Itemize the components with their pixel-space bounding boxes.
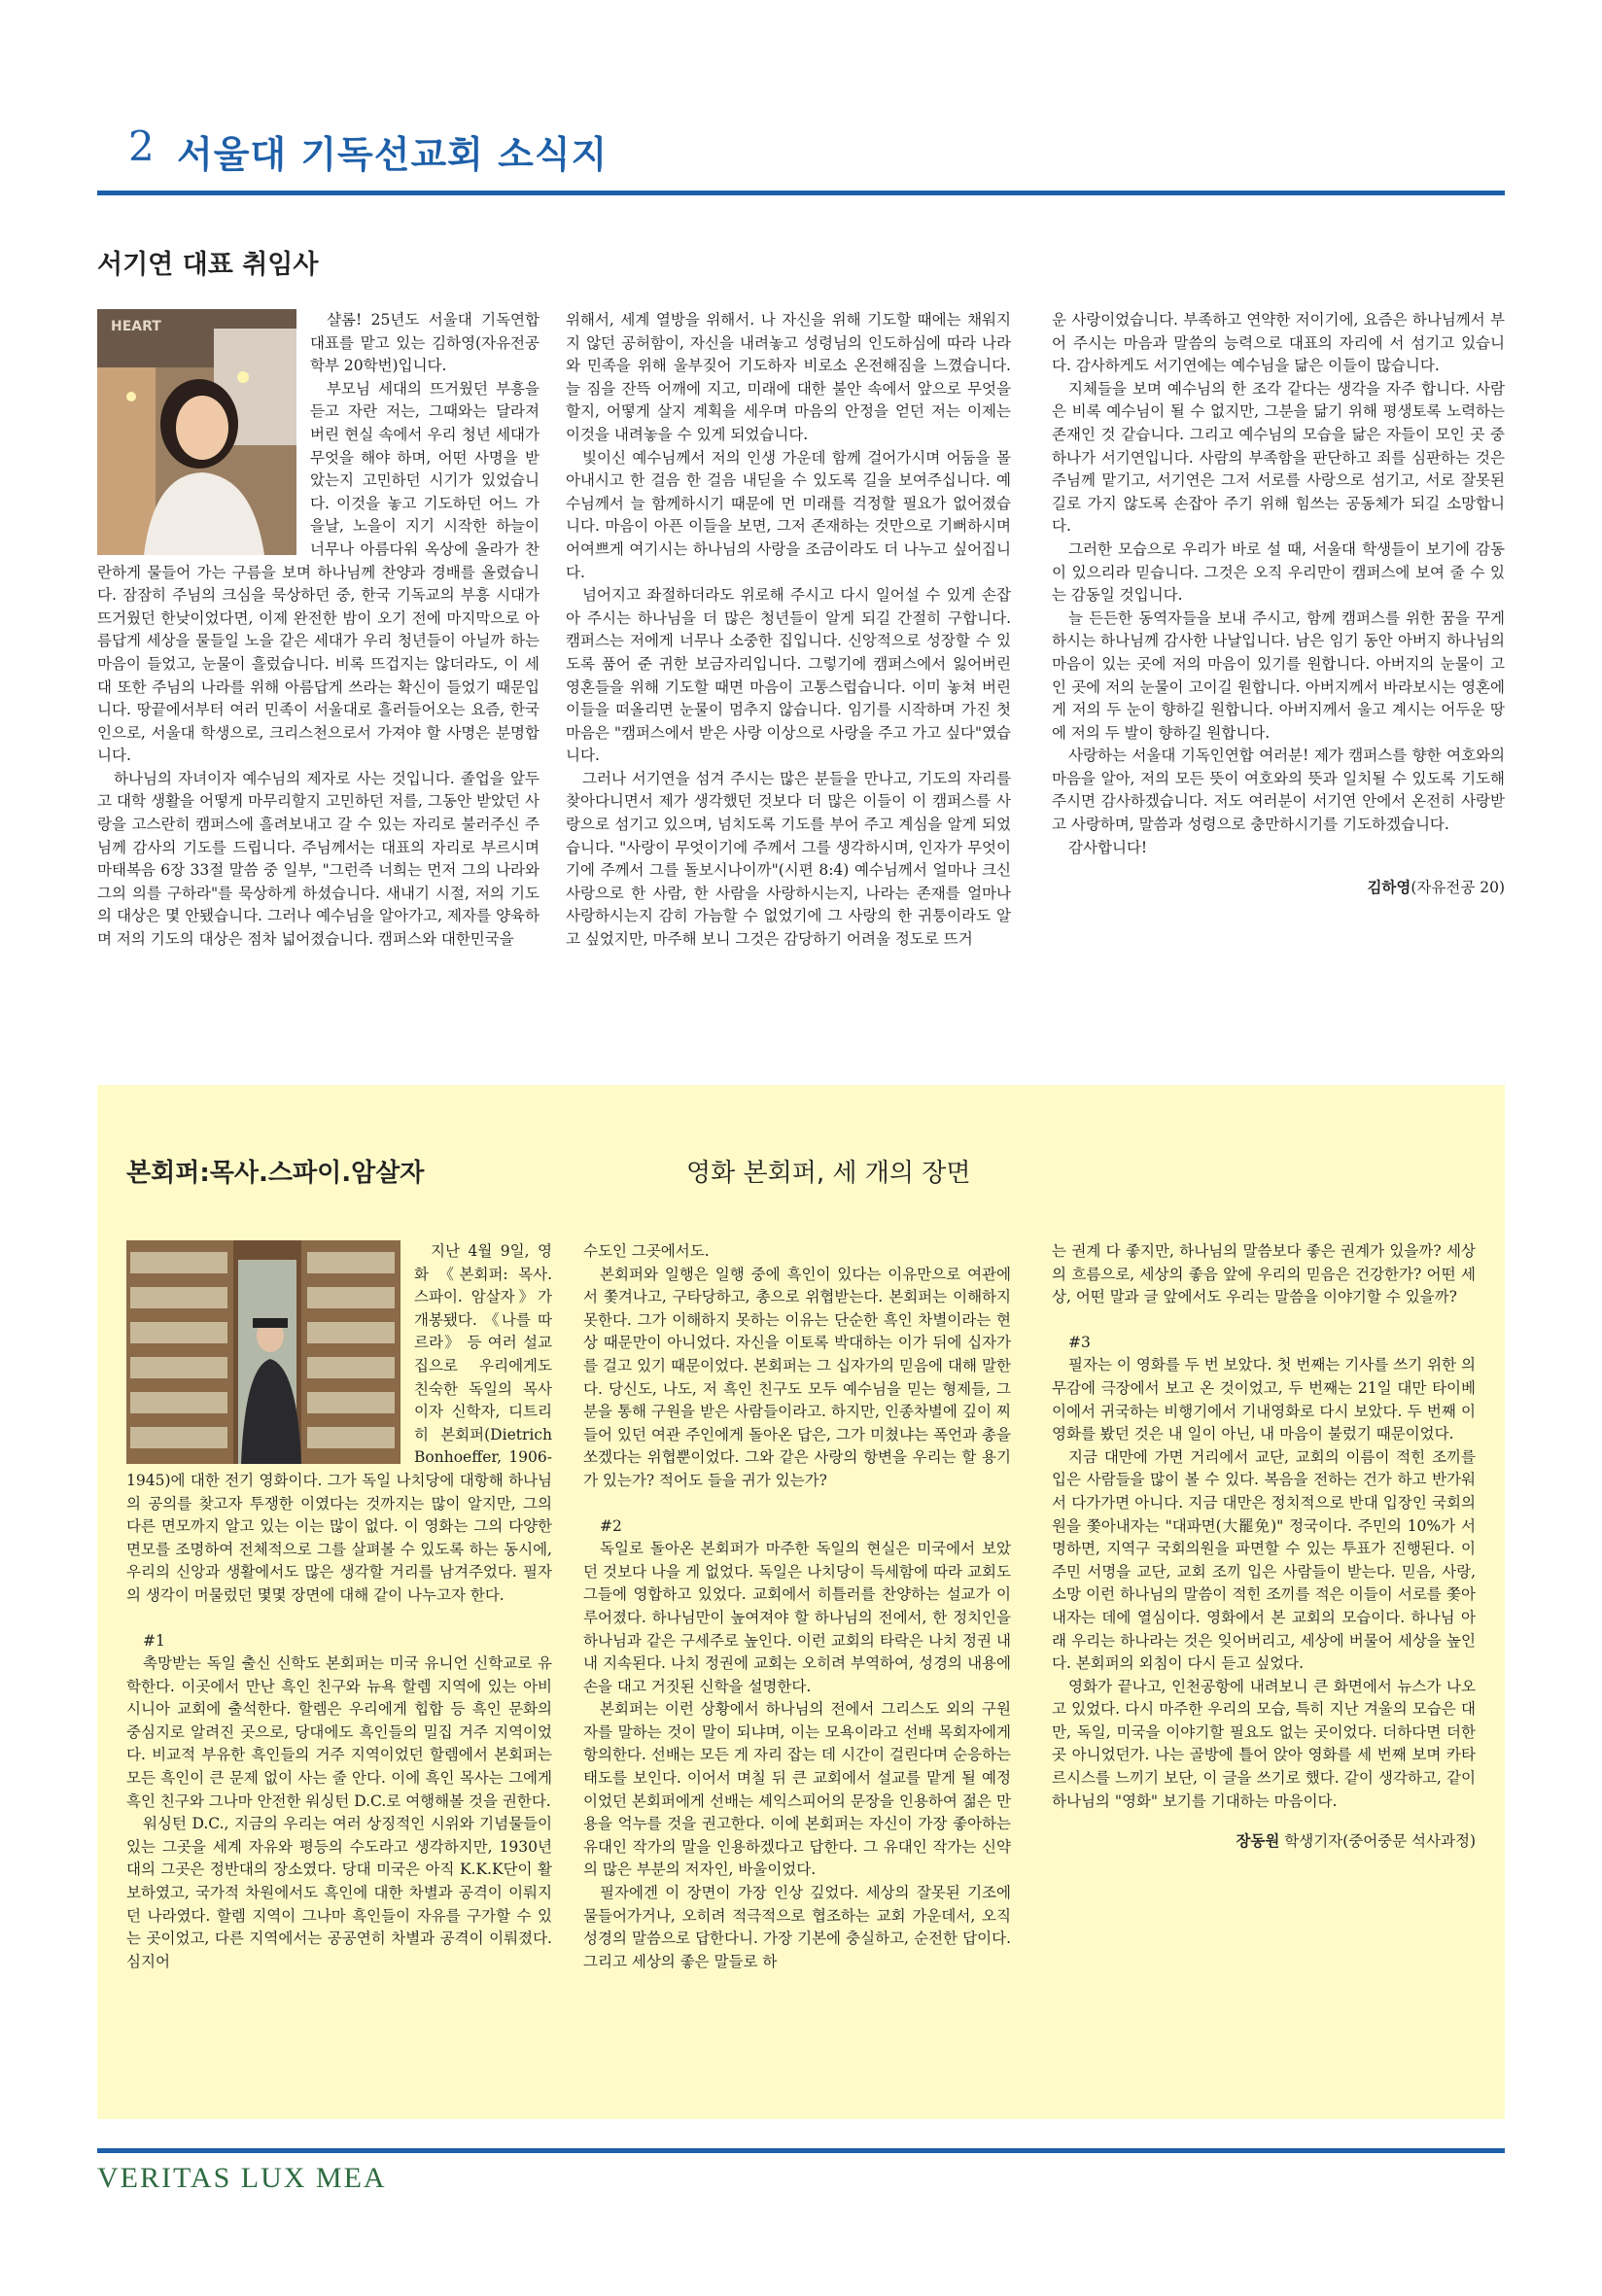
paragraph: 부모님 세대의 뜨거웠던 부흥을 듣고 자란 저는, 그때와는 달라져 버린 현실 속에서 우리 청년 세대가 무엇을 해야 하며, 어떤 사명을 받았는지 고민하던 시기가 있었습니다. 이것을 놓고 기도하던 어느 가을날, 노을이 지기 시작한 하늘이 너무나 아름다워 옥상에 올라가 찬란하게 물들어 가는 구름을 보며 하나님께 찬양과 경배를 올렸습니다. 잠잠히 주님의 크심을 묵상하던 중, 한국 기독교의 부흥 시대가 뜨거웠던 한낮이었다면, 이제 완전한 밤이 오기 전에 마지막으로 아름답게 세상을 물들일 노을 같은 세대가 우리 청년들이 아닐까 하는 마음이 들었고, 눈물이 흘렀습니다. 비록 뜨겁지는 않더라도, 이 세대 또한 주님의 나라를 위해 아름답게 쓰라는 확신이 들었기 때문입니다. 땅끝에서부터 여러 민족이 서울대로 흘러들어오는 요즘, 한국인으로, 서울대 학생으로, 크리스천으로서 가져야 할 사명은 분명합니다. bbox=[97, 379, 540, 765]
header-rule bbox=[97, 191, 1505, 195]
spacer bbox=[126, 1608, 552, 1630]
paragraph: 위해서, 세계 열방을 위해서. 나 자신을 위해 기도할 때에는 채워지지 않던 공허함이, 자신을 내려놓고 성령님의 인도하심에 따라 나라와 민족을 위해 울부짖어 기도하자 비로소 온전해짐을 느꼈습니다. 늘 짐을 잔뜩 어깨에 지고, 미래에 대한 불안 속에서 앞으로 무엇을 할지, 어떻게 살지 계획을 세우며 마음의 안정을 얻던 저는 이제는 이것을 내려놓을 수 있게 되었습니다. bbox=[566, 311, 1011, 443]
paragraph: 필자는 이 영화를 두 번 보았다. 첫 번째는 기사를 쓰기 위한 의무감에 극장에서 보고 온 것이었고, 두 번째는 21일 대만 타이베이에서 귀국하는 비행기에서 기내영화로 다시 보았다. 두 번째 이 영화를 봤던 것은 내 일이 아닌, 내 마음이 불렀기 때문이었다. bbox=[1052, 1356, 1476, 1444]
paragraph: 지금 대만에 가면 거리에서 교단, 교회의 이름이 적힌 조끼를 입은 사람들을 많이 볼 수 있다. 복음을 전하는 건가 하고 반가워서 다가가면 아니다. 지금 대만은 정치적으로 반대 입장인 국회의원을 쫓아내자는 "대파면(大罷免)" 정국이다. 주민의 10%가 서명하면, 지역구 국회의원을 파면할 수 있는 투표가 진행된다. 이 주민 서명을 교단, 교회 조끼 입은 사람들이 받는다. 믿음, 사랑, 소망 이런 하나님의 말씀이 적힌 조끼를 적은 이들이 서로를 쫓아내자는 데에 열심이다. 영화에서 본 교회의 모습이다. 하나님 아래 우리는 하나라는 것은 잊어버리고, 세상에 버물어 세상을 높인다. 본회퍼의 외침이 다시 듣고 싶었다. bbox=[1052, 1447, 1476, 1673]
article1-byline bbox=[1052, 877, 1505, 900]
paragraph: 그러한 모습으로 우리가 바로 설 때, 서울대 학생들이 보기에 감동이 있으리라 믿습니다. 그것은 오직 우리만이 캠퍼스에 보여 줄 수 있는 감동일 것입니다. bbox=[1052, 539, 1505, 605]
spacer bbox=[1052, 1309, 1476, 1332]
photo-sign-text: HEART bbox=[111, 319, 161, 334]
paragraph: 늘 든든한 동역자들을 보내 주시고, 함께 캠퍼스를 위한 꿈을 꾸게 하시는 하나님께 감사한 나날입니다. 남은 임기 동안 아버지 하나님의 마음이 있는 곳에 저의 마음이 있기를 원합니다. 아버지의 눈물이 고인 곳에 저의 눈물이 고이길 원합니다. 아버지께서 바라보시는 영혼에게 저의 두 눈이 향하길 원합니다. 아버지께서 울고 계시는 어두운 땅에 저의 두 발이 향하길 원합니다. bbox=[1052, 609, 1505, 742]
paragraph: 그러나 서기연을 섬겨 주시는 많은 분들을 만나고, 기도의 자리를 찾아다니면서 제가 생각했던 것보다 더 많은 이들이 이 캠퍼스를 사랑으로 섬기고 있으며, 넘치도록 기도를 부어 주고 계심을 알게 되었습니다. "사랑이 무엇이기에 주께서 그를 생각하시며, 인자가 무엇이기에 주께서 그를 돌보시나이까"(시편 8:4) 예수님께서 얼마나 크신 사랑으로 한 사람, 한 사람을 사랑하시는지, 나라는 존재를 얼마나 사랑하시는지 감히 가늠할 수 없었기에 그 사랑의 한 귀퉁이라도 알고 싶었지만, 마주해 보니 그것은 감당하기 어려울 정도로 뜨거 bbox=[566, 769, 1011, 949]
paragraph: 본회퍼는 이런 상황에서 하나님의 전에서 그리스도 외의 구원자를 말하는 것이 말이 되냐며, 이는 모욕이라고 선배 목회자에게 항의한다. 선배는 모든 게 자리 잡는 데 시간이 걸린다며 순응하는 태도를 보인다. 이어서 며칠 뒤 큰 교회에서 설교를 맡게 될 예정이었던 본회퍼에게 선배는 셰익스피어의 문장을 인용하여 젊은 만용을 억누를 것을 권고한다. 이에 본회퍼는 자신이 가장 좋아하는 유대인 작가의 말을 인용하겠다고 답한다. 그 유대인 작가는 신약의 많은 부분의 저자인, 바울이었다. bbox=[583, 1700, 1011, 1879]
paragraph: 독일로 돌아온 본회퍼가 마주한 독일의 현실은 미국에서 보았던 것보다 나을 게 없었다. 독일은 나치당이 득세함에 따라 교회도 그들에 영합하고 있었다. 교회에서 히틀러를 찬양하는 설교가 이루어졌다. 하나님만이 높여져야 할 하나님의 전에서, 한 정치인을 하나님과 같은 구세주로 높인다. 이런 교회의 타락은 나치 정권 내내 지속된다. 나치 정권에 교회는 오히려 부역하여, 성경의 내용에 손을 대고 거짓된 신학을 설명한다. bbox=[583, 1540, 1011, 1695]
paragraph: 감사합니다! bbox=[1068, 838, 1148, 856]
paragraph: 지난 4월 9일, 영화 《본회퍼: 목사. 스파이. 암살자》가 개봉됐다. 《나를 따르라》 등 여러 설교집으로 우리에게도 친숙한 독일의 목사이자 신학자, 디트리히 본회퍼(Dietrich Bonhoeffer, 1906-1945)에 대한 전기 영화이다. 그가 독일 나치당에 대항해 하나님의 공의를 찾고자 투쟁한 이였다는 것까지는 많이 알지만, 그의 다른 면모까지 알고 있는 이는 많이 없다. 이 영화는 그의 다양한 면모를 조명하여 전체적으로 그를 살펴볼 수 있도록 하는 동시에, 우리의 신앙과 생활에서도 많은 생각할 거리를 남겨주었다. 필자의 생각이 머물렀던 몇몇 장면에 대해 같이 나누고자 한다. bbox=[126, 1242, 552, 1604]
paragraph: 영화가 끝나고, 인천공항에 내려보니 큰 화면에서 뉴스가 나오고 있었다. 다시 마주한 우리의 모습, 특히 지난 겨울의 모습은 대만, 독일, 미국을 이야기할 필요도 없는 곳이었다. 더하다면 더한 곳 아니었던가. 나는 골방에 틀어 앉아 영화를 세 번째 보며 카타르시스를 느끼기 보단, 이 글을 쓰기로 했다. 같이 생각하고, 같이 하나님의 "영화" 보기를 기대하는 마음이다. bbox=[1052, 1677, 1476, 1810]
paragraph: 지체들을 보며 예수님의 한 조각 같다는 생각을 자주 합니다. 사람은 비록 예수님이 될 수 없지만, 그분을 닮기 위해 평생토록 노력하는 존재인 것 같습니다. 그리고 예수님의 모습을 닮은 자들이 모인 곳 중 하나가 서기연입니다. 사람의 부족함을 판단하고 죄를 심판하는 것은 주님께 맡기고, 서기연은 그저 서로를 사랑으로 섬기고, 서로 잘못된 길로 가지 않도록 손잡아 주기 위해 힘쓰는 공동체가 되길 소망합니다. bbox=[1052, 379, 1505, 536]
paragraph: 필자에겐 이 장면이 가장 인상 깊었다. 세상의 잘못된 기조에 물들어가거나, 오히려 적극적으로 협조하는 교회 가운데서, 오직 성경의 말씀으로 답한다니. 가장 기본에 충실하고, 순전한 답이다. 그리고 세상의 좋은 말들로 하 bbox=[583, 1884, 1011, 1970]
paragraph: 넘어지고 좌절하더라도 위로해 주시고 다시 일어설 수 있게 손잡아 주시는 하나님을 더 많은 청년들이 알게 되길 간절히 구합니다. 캠퍼스는 저에게 너무나 소중한 집입니다. 신앙적으로 성장할 수 있도록 품어 준 귀한 보금자리입니다. 그렇기에 캠퍼스에서 잃어버린 영혼들을 위해 기도할 때면 마음이 고통스럽습니다. 이미 놓쳐 버린 이들을 떠올리면 눈물이 멈추지 않습니다. 임기를 시작하며 가진 첫 마음은 "캠퍼스에서 받은 사랑 이상으로 사랑을 주고 가고 싶다"였습니다. bbox=[566, 586, 1011, 765]
paragraph: 빛이신 예수님께서 저의 인생 가운데 함께 걸어가시며 어둠을 몰아내시고 한 걸음 한 걸음 내딛을 수 있도록 길을 보여주십니다. 예수님께서 늘 함께하시기 때문에 먼 미래를 걱정할 필요가 없어졌습니다. 마음이 아픈 이들을 보면, 그저 존재하는 것만으로 기뻐하시며 어여쁘게 여기시는 하나님의 사랑을 조금이라도 더 나누고 싶어집니다. bbox=[566, 448, 1011, 581]
article2-column-1 bbox=[126, 1240, 552, 1973]
author-name: 장동원 bbox=[1236, 1832, 1280, 1851]
section-number: #3 bbox=[1068, 1333, 1091, 1351]
paragraph: 샬롬! 25년도 서울대 기독연합 대표를 맡고 있는 김하영(자유전공학부 20학번)입니다. bbox=[310, 311, 540, 375]
author-name: 김하영 bbox=[1367, 879, 1411, 897]
author-info: (자유전공 20) bbox=[1410, 879, 1505, 897]
article2-column-2 bbox=[583, 1240, 1011, 1973]
paragraph: 하나님의 자녀이자 예수님의 제자로 사는 것입니다. 졸업을 앞두고 대학 생활을 어떻게 마무리할지 고민하던 저를, 그동안 받았던 사랑을 고스란히 캠퍼스에 흘려보내고 갈 수 있는 자리로 불러주신 주님께 감사의 기도를 드립니다. 주님께서는 대표의 자리로 부르시며 마태복음 6장 33절 말씀 중 일부, "그런즉 너희는 먼저 그의 나라와 그의 의를 구하라"를 묵상하게 하셨습니다. 새내기 시절, 저의 기도의 대상은 몇 안됐습니다. 그러나 예수님을 알아가고, 제자를 양육하며 저의 기도의 대상은 점차 넓어졌습니다. 캠퍼스와 대한민국을 bbox=[97, 769, 540, 949]
spacer bbox=[583, 1493, 1011, 1515]
article1-photo bbox=[97, 309, 296, 555]
article2-subtitle: 영화 본회퍼, 세 개의 장면 bbox=[686, 1159, 971, 1188]
paragraph: 본회퍼와 일행은 일행 중에 흑인이 있다는 이유만으로 여관에서 쫓겨나고, 구타당하고, 총으로 위협받는다. 본회퍼는 이해하지 못한다. 그가 이해하지 못하는 이유는 단순한 흑인 차별이라는 현상 때문만이 아니었다. 자신을 이토록 박대하는 이가 뒤에 십자가를 걸고 있기 때문이었다. 본회퍼는 그 십자가의 믿음에 대해 말한다. 당신도, 나도, 저 흑인 친구도 모두 예수님을 믿는 형제들, 그분을 통해 구원을 받은 사람들이라고. 하지만, 인종차별에 깊이 찌들어 있던 여관 주인에게 돌아온 답은, 그가 미쳤냐는 폭언과 총을 쏘겠다는 위협뿐이었다. 그와 같은 사랑의 항변을 우리는 할 용기가 있는가? 적어도 들을 귀가 있는가? bbox=[583, 1265, 1011, 1489]
paragraph: 사랑하는 서울대 기독인연합 여러분! 제가 캠퍼스를 향한 여호와의 마음을 알아, 저의 모든 뜻이 여호와의 뜻과 일치될 수 있도록 기도해 주시면 감사하겠습니다. 저도 여러분이 서기연 안에서 온전히 사랑받고 사랑하며, 말씀과 성령으로 충만하시기를 기도하겠습니다. bbox=[1052, 747, 1505, 834]
footer-motto: VERITAS LUX MEA bbox=[97, 2162, 387, 2194]
article2-byline bbox=[1052, 1830, 1476, 1854]
section-number: #2 bbox=[600, 1516, 622, 1535]
article1-column-2 bbox=[566, 309, 1011, 952]
paragraph: 수도인 그곳에서도. bbox=[583, 1242, 710, 1260]
article1-column-3 bbox=[1052, 309, 1505, 900]
author-info: 학생기자(중어중문 석사과정) bbox=[1284, 1832, 1476, 1851]
article1-column-1 bbox=[97, 309, 540, 952]
paragraph: 는 권계 다 좋지만, 하나님의 말씀보다 좋은 권계가 있을까? 세상의 흐름으로, 세상의 좋음 앞에 우리의 믿음은 건강한가? 어떤 세상, 어떤 말과 글 앞에서도 우리는 말씀을 이야기할 수 있을까? bbox=[1052, 1242, 1476, 1306]
paragraph: 운 사랑이었습니다. 부족하고 연약한 저이기에, 요즘은 하나님께서 부어 주시는 마음과 말씀의 능력으로 대표의 자리에 서 섬기고 있습니다. 감사하게도 서기연에는 예수님을 닮은 이들이 많습니다. bbox=[1052, 311, 1505, 375]
article2-photo bbox=[126, 1240, 400, 1464]
section-number: #1 bbox=[143, 1631, 165, 1650]
footer-rule bbox=[97, 2148, 1505, 2153]
paragraph: 워싱턴 D.C., 지금의 우리는 여러 상징적인 시위와 기념물들이 있는 그곳을 세계 자유와 평등의 수도라고 생각하지만, 1930년대의 그곳은 정반대의 장소였다. 당대 미국은 아직 K.K.K단이 활보하였고, 국가적 차원에서도 흑인에 대한 차별과 공격이 이뤄지던 나라였다. 할렘 지역이 그나마 흑인들이 자유를 구가할 수 있는 곳이었고, 다른 지역에서는 공공연히 차별과 공격이 이뤄졌다. 심지어 bbox=[126, 1815, 552, 1970]
article2-title: 본회퍼:목사.스파이.암살자 bbox=[126, 1159, 425, 1188]
newsletter-title: 서울대 기독선교회 소식지 bbox=[177, 133, 609, 176]
article1-title: 서기연 대표 취임사 bbox=[97, 250, 319, 280]
article2-column-3 bbox=[1052, 1240, 1476, 1854]
page-number: 2 bbox=[128, 122, 155, 170]
paragraph: 촉망받는 독일 출신 신학도 본회퍼는 미국 유니언 신학교로 유학한다. 이곳에서 만난 흑인 친구와 뉴욕 할렘 지역에 있는 아비시니아 교회에 출석한다. 할렘은 우리에게 힙합 등 흑인 문화의 중심지로 알려진 곳으로, 당대에도 흑인들의 밀집 거주 지역이었다. 비교적 부유한 흑인들의 거주 지역이었던 할렘에서 본회퍼는 모든 흑인이 큰 문제 없이 사는 줄 안다. 이에 흑인 목사는 그에게 흑인 친구와 그나마 안전한 워싱턴 D.C.로 여행해볼 것을 권한다. bbox=[126, 1654, 552, 1810]
